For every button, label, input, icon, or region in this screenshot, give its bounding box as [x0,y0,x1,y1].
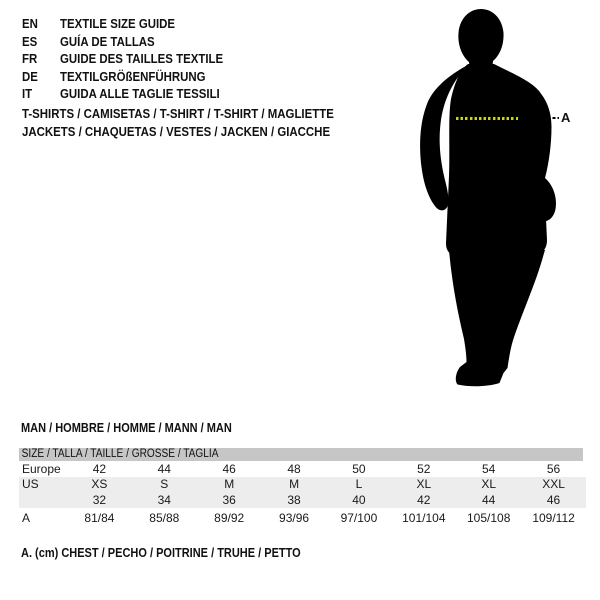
language-title: GUIDA ALLE TAGLIE TESSILI [60,86,220,102]
table-row [19,461,586,477]
size-cell: 34 [157,492,171,507]
table-row [19,509,586,526]
size-cell: 38 [287,492,301,507]
table-row [19,492,586,509]
size-cell: M [224,477,235,492]
size-cell: XS [91,477,108,492]
size-cell: 44 [482,492,496,507]
row-label: US [22,477,39,492]
size-cell: 89/92 [197,509,262,526]
size-cell: S [160,477,169,492]
size-table-header-text: SIZE / TALLA / TAILLE / GRÖSSE / TAGLIA [21,448,219,460]
size-cell: 109/112 [521,509,586,526]
measure-label-a: A [561,110,571,125]
size-cell: 81/84 [67,509,132,526]
category-line-jackets-text: JACKETS / CHAQUETAS / VESTES / JACKEN / GIACCHE [22,124,331,139]
measurement-footnote [21,546,339,560]
size-cell: 105/108 [456,509,521,526]
size-cell: 85/88 [132,509,197,526]
size-cell: 56 [546,461,561,476]
language-code: ES [22,33,38,49]
language-title: GUIDE DES TAILLES TEXTILE [60,51,224,67]
size-cell: 52 [417,461,431,476]
size-cell: XL [416,477,432,492]
size-table-header [19,448,583,461]
size-table [19,461,586,526]
language-code: EN [22,16,38,32]
table-row [19,477,586,493]
size-cell: 44 [157,461,171,476]
size-cell: 48 [287,461,301,476]
language-code: DE [22,68,38,84]
size-cell: 101/104 [391,509,456,526]
size-cell: L [355,477,363,492]
gender-heading [21,421,261,435]
size-cell: M [289,477,300,492]
language-code: FR [22,51,38,67]
chest-measure-line [456,117,518,120]
language-title: TEXTILGRÖßENFÜHRUNG [60,68,206,84]
size-cell: 40 [352,492,366,507]
language-code: IT [22,86,33,102]
size-cell: 93/96 [262,509,327,526]
size-table-body [19,461,586,526]
language-title: GUÍA DE TALLAS [60,33,155,49]
measurement-footnote-text: A. (cm) CHEST / PECHO / POITRINE / TRUHE / PETTO [21,546,301,560]
category-line-tshirts-text: T-SHIRTS / CAMISETAS / T-SHIRT / T-SHIRT / MAGLIETTE [22,106,334,121]
size-cell: XXL [542,477,565,492]
size-cell: 32 [92,492,107,507]
size-cell: 36 [222,492,236,507]
measure-leader-line [542,117,559,119]
row-label: Europe [22,461,61,476]
size-cell: XL [481,477,497,492]
size-cell: 97/100 [327,509,392,526]
size-cell: 50 [352,461,366,476]
size-cell: 54 [482,461,496,476]
gender-heading-text: MAN / HOMBRE / HOMME / MANN / MAN [21,421,232,435]
size-cell: 42 [417,492,431,507]
size-cell: 46 [546,492,561,507]
size-cell: 46 [222,461,236,476]
language-title: TEXTILE SIZE GUIDE [60,16,176,32]
size-cell: 42 [92,461,107,476]
row-label: A [19,509,67,526]
row-label [19,492,67,509]
